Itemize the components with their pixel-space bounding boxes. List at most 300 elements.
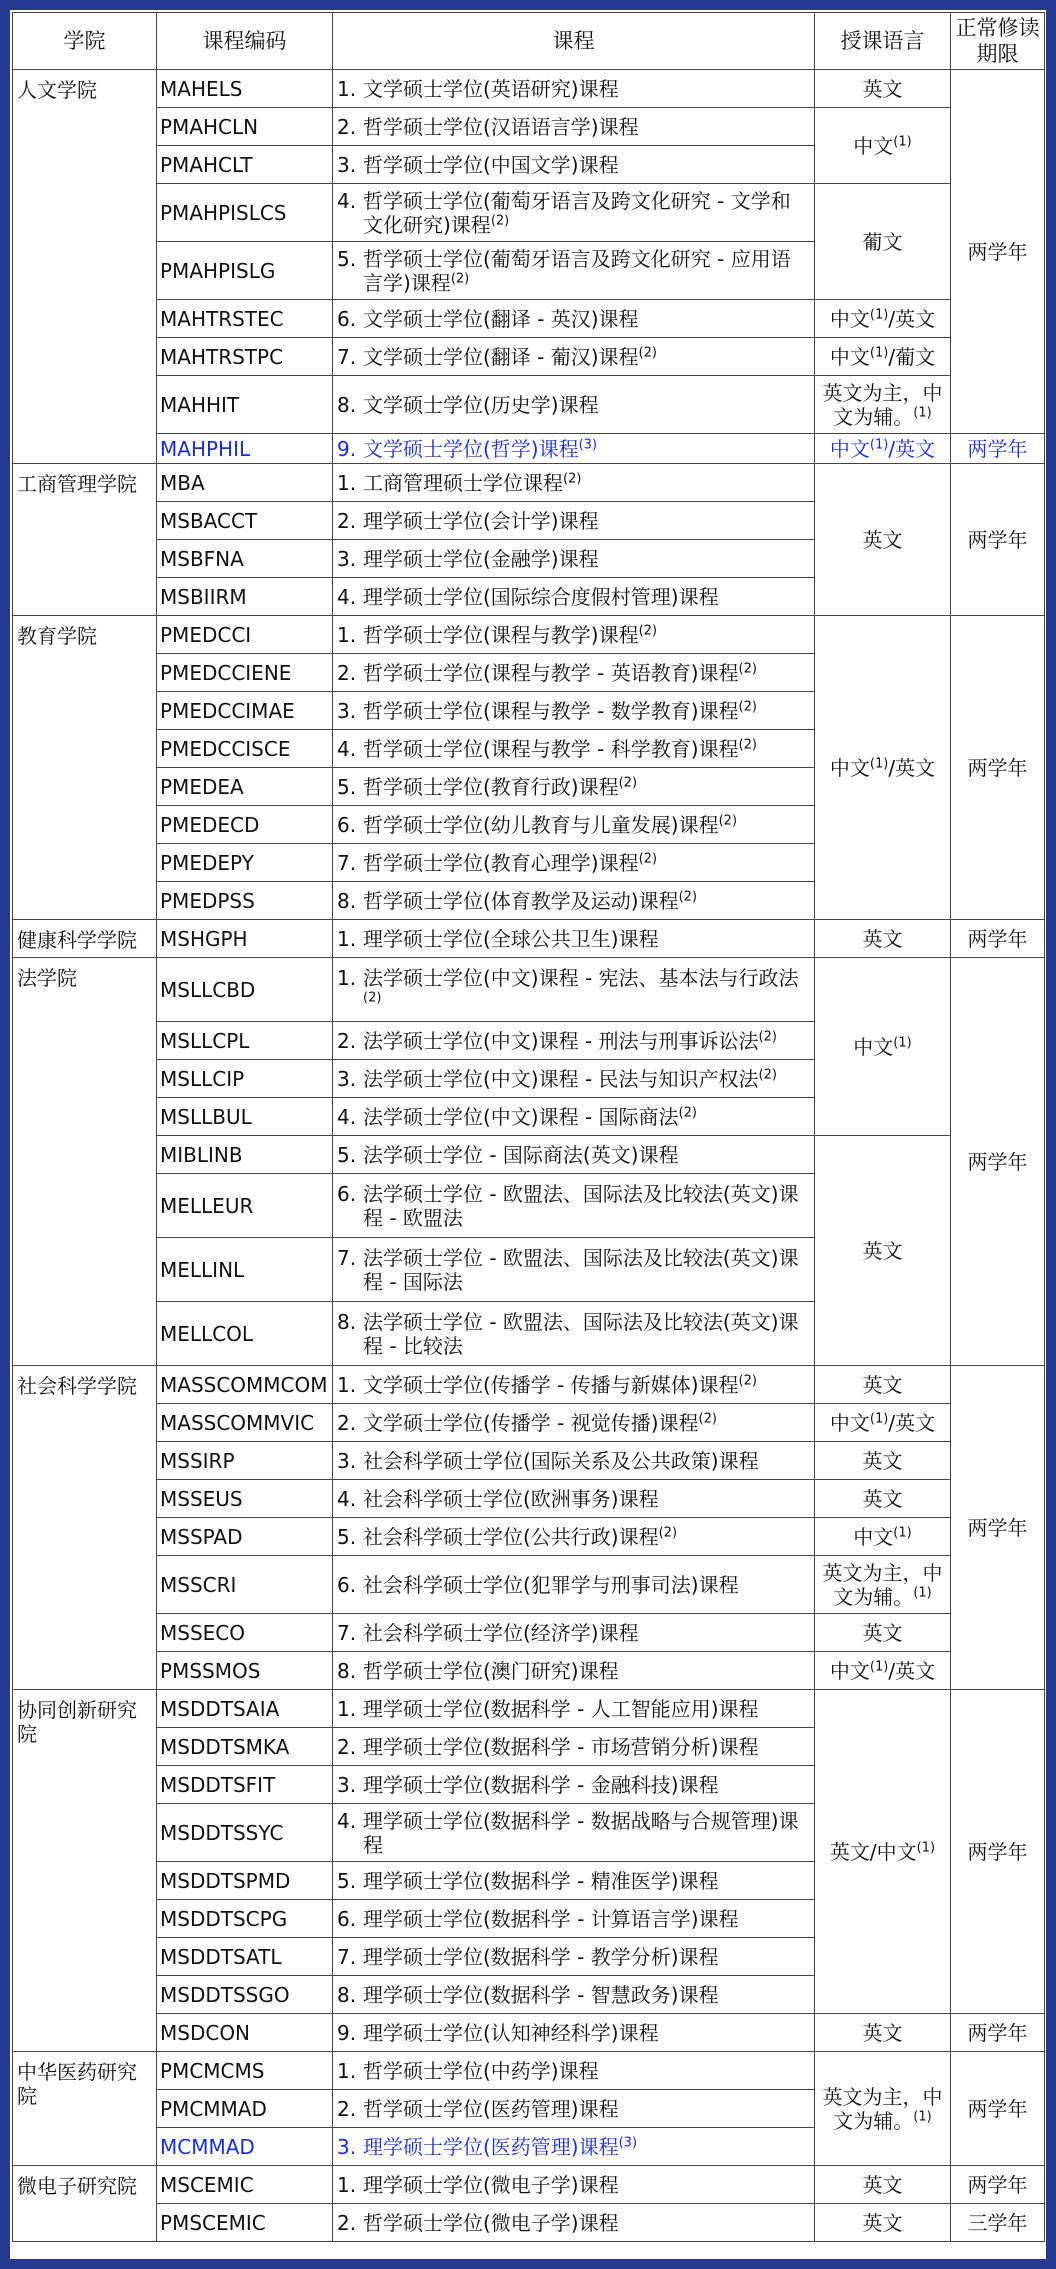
course-entry bbox=[337, 1809, 810, 1857]
table-row bbox=[13, 1442, 1045, 1480]
course-title-wrap bbox=[363, 1143, 810, 1167]
language-text: 英文 bbox=[862, 527, 903, 552]
course-name-cell bbox=[333, 1652, 815, 1690]
faculty-cell bbox=[13, 616, 157, 920]
course-footnote: (2) bbox=[638, 850, 658, 866]
course-number: 1. bbox=[337, 2058, 357, 2083]
course-title-wrap bbox=[363, 927, 810, 951]
course-title: 哲学硕士学位(幼儿教育与儿童发展)课程 bbox=[363, 812, 719, 837]
course-number: 7. bbox=[337, 1944, 357, 1969]
course-footnote: (2) bbox=[563, 470, 582, 486]
course-entry bbox=[337, 1983, 810, 2007]
language-cell bbox=[815, 70, 951, 108]
course-entry bbox=[337, 1105, 810, 1129]
course-code-cell bbox=[157, 1652, 333, 1690]
table-body bbox=[13, 70, 1045, 2242]
course-entry bbox=[337, 699, 810, 723]
duration-cell bbox=[951, 2014, 1045, 2052]
course-code: PMEDCCIMAE bbox=[160, 698, 295, 723]
programme-table bbox=[12, 12, 1045, 2242]
language-footnote: (1) bbox=[869, 344, 889, 360]
course-entry bbox=[337, 2059, 810, 2083]
course-code: MSDDTSCPG bbox=[160, 1906, 288, 1931]
course-code: MSDDTSAIA bbox=[160, 1696, 280, 1721]
language-cell bbox=[815, 1652, 951, 1690]
course-code: MBA bbox=[160, 470, 205, 495]
course-number: 8. bbox=[337, 1982, 357, 2007]
course-title: 理学硕士学位(数据科学 - 金融科技)课程 bbox=[363, 1772, 719, 1797]
course-title: 法学硕士学位(中文)课程 - 民法与知识产权法 bbox=[363, 1066, 759, 1091]
course-name-cell bbox=[333, 958, 815, 1022]
duration-text: 两学年 bbox=[967, 755, 1028, 780]
course-code-cell bbox=[157, 2166, 333, 2204]
duration-text: 两学年 bbox=[967, 1515, 1028, 1540]
course-code: PMEDPSS bbox=[160, 888, 255, 913]
table-row bbox=[13, 1404, 1045, 1442]
course-title-wrap bbox=[363, 1310, 810, 1358]
language-text: 英文为主，中文为辅。 bbox=[822, 1560, 943, 1609]
course-entry bbox=[337, 1945, 810, 1969]
course-title: 理学硕士学位(会计学)课程 bbox=[363, 508, 599, 533]
course-name-cell bbox=[333, 1690, 815, 1728]
course-code-cell bbox=[157, 806, 333, 844]
course-name-cell bbox=[333, 1366, 815, 1404]
course-title-wrap bbox=[363, 437, 810, 461]
course-title-wrap bbox=[363, 1809, 810, 1857]
course-code: MAHHIT bbox=[160, 392, 240, 417]
language-secondary: /英文 bbox=[888, 1658, 936, 1683]
course-title: 法学硕士学位(中文)课程 - 国际商法 bbox=[363, 1104, 679, 1129]
course-code: MCMMAD bbox=[160, 2134, 255, 2159]
course-name-cell bbox=[333, 146, 815, 184]
course-code: MASSCOMMVIC bbox=[160, 1410, 315, 1435]
language-text: 中文 bbox=[853, 133, 894, 158]
course-title-wrap bbox=[363, 2021, 810, 2045]
course-footnote: (2) bbox=[738, 698, 757, 714]
course-code-cell bbox=[157, 2052, 333, 2090]
course-number: 5. bbox=[337, 1142, 357, 1167]
course-code-cell bbox=[157, 1480, 333, 1518]
table-row bbox=[13, 300, 1045, 338]
language-text: 中文 bbox=[829, 1658, 870, 1683]
course-title: 理学硕士学位(数据科学 - 教学分析)课程 bbox=[363, 1944, 719, 1969]
course-code: MSBACCT bbox=[160, 508, 258, 533]
duration-text: 两学年 bbox=[967, 239, 1028, 264]
course-code-cell bbox=[157, 1766, 333, 1804]
language-footnote: (1) bbox=[869, 436, 889, 452]
course-code: MSBIIRM bbox=[160, 584, 247, 609]
course-name-cell bbox=[333, 1900, 815, 1938]
language-text: 英文 bbox=[862, 2210, 903, 2235]
table-row bbox=[13, 1556, 1045, 1614]
course-entry bbox=[337, 1310, 810, 1358]
course-number: 1. bbox=[337, 965, 357, 990]
course-number: 2. bbox=[337, 114, 357, 139]
course-entry bbox=[337, 966, 810, 1014]
duration-text: 两学年 bbox=[967, 926, 1028, 951]
language-text: 英文 bbox=[862, 1372, 903, 1397]
course-code: MSHGPH bbox=[160, 926, 248, 951]
course-name-cell bbox=[333, 1136, 815, 1174]
course-name-cell bbox=[333, 882, 815, 920]
course-code-cell bbox=[157, 146, 333, 184]
faculty-cell bbox=[13, 958, 157, 1366]
language-text: 英文 bbox=[862, 1448, 903, 1473]
course-code-cell bbox=[157, 1098, 333, 1136]
language-text: 英文 bbox=[862, 2020, 903, 2045]
course-code: MSLLBUL bbox=[160, 1104, 252, 1129]
course-title-wrap bbox=[363, 775, 810, 799]
faculty-cell bbox=[13, 70, 157, 464]
course-name-cell bbox=[333, 768, 815, 806]
course-title: 社会科学硕士学位(公共行政)课程 bbox=[363, 1524, 659, 1549]
course-footnote: (2) bbox=[450, 270, 470, 286]
duration-cell bbox=[951, 2166, 1045, 2204]
course-number: 1. bbox=[337, 470, 357, 495]
course-entry bbox=[337, 2211, 810, 2235]
course-title-wrap bbox=[363, 585, 810, 609]
course-code-cell bbox=[157, 1060, 333, 1098]
course-title-wrap bbox=[363, 393, 810, 417]
course-title-wrap bbox=[363, 345, 810, 369]
duration-cell bbox=[951, 434, 1045, 464]
language-cell bbox=[815, 2204, 951, 2242]
course-code: MSDDTSATL bbox=[160, 1944, 282, 1969]
duration-text: 三学年 bbox=[967, 2210, 1028, 2235]
course-code-cell bbox=[157, 1938, 333, 1976]
course-title-wrap bbox=[363, 1182, 810, 1230]
course-name-cell bbox=[333, 1862, 815, 1900]
table-row bbox=[13, 2204, 1045, 2242]
language-text: 英文 bbox=[862, 2172, 903, 2197]
course-title-wrap bbox=[363, 471, 810, 495]
language-cell bbox=[815, 376, 951, 434]
course-code: PMEDCCI bbox=[160, 622, 252, 647]
course-code-cell bbox=[157, 502, 333, 540]
course-code: MSDCON bbox=[160, 2020, 251, 2045]
language-footnote: (1) bbox=[913, 2108, 932, 2124]
course-code: MELLCOL bbox=[160, 1321, 254, 1346]
course-title: 理学硕士学位(数据科学 - 智慧政务)课程 bbox=[363, 1982, 719, 2007]
table-row bbox=[13, 464, 1045, 502]
course-title: 理学硕士学位(微电子学)课程 bbox=[363, 2172, 619, 2197]
course-footnote: (2) bbox=[758, 1028, 777, 1044]
course-title-wrap bbox=[363, 547, 810, 571]
course-code: MSLLCBD bbox=[160, 977, 256, 1002]
duration-cell bbox=[951, 1690, 1045, 2014]
course-title: 理学硕士学位(全球公共卫生)课程 bbox=[363, 926, 659, 951]
course-number: 6. bbox=[337, 1181, 357, 1206]
language-cell bbox=[815, 300, 951, 338]
language-cell bbox=[815, 1136, 951, 1366]
course-name-cell bbox=[333, 616, 815, 654]
course-number: 1. bbox=[337, 622, 357, 647]
course-title: 哲学硕士学位(葡萄牙语言及跨文化研究 - 文学和文化研究)课程 bbox=[363, 188, 791, 237]
faculty-name: 中华医药研究院 bbox=[17, 2060, 137, 2108]
faculty-cell bbox=[13, 1366, 157, 1690]
course-title: 社会科学硕士学位(国际关系及公共政策)课程 bbox=[363, 1448, 759, 1473]
course-name-cell bbox=[333, 300, 815, 338]
course-entry bbox=[337, 2021, 810, 2045]
language-cell bbox=[815, 434, 951, 464]
course-code: MASSCOMMCOM bbox=[160, 1372, 328, 1397]
language-footnote: (1) bbox=[913, 1584, 932, 1600]
course-name-cell bbox=[333, 2166, 815, 2204]
course-entry bbox=[337, 585, 810, 609]
faculty-cell bbox=[13, 2166, 157, 2242]
duration-cell bbox=[951, 920, 1045, 958]
language-footnote: (1) bbox=[893, 1034, 912, 1050]
course-code: MELLINL bbox=[160, 1257, 245, 1282]
course-number: 7. bbox=[337, 1245, 357, 1270]
language-cell bbox=[815, 464, 951, 616]
course-entry bbox=[337, 737, 810, 761]
course-code-cell bbox=[157, 1804, 333, 1862]
course-title: 文学硕士学位(历史学)课程 bbox=[363, 392, 599, 417]
duration-cell bbox=[951, 958, 1045, 1366]
course-number: 5. bbox=[337, 246, 357, 271]
duration-cell bbox=[951, 464, 1045, 616]
language-cell bbox=[815, 184, 951, 300]
course-entry bbox=[337, 2173, 810, 2197]
course-entry bbox=[337, 393, 810, 417]
course-title: 社会科学硕士学位(经济学)课程 bbox=[363, 1620, 639, 1645]
course-code-cell bbox=[157, 1976, 333, 2014]
course-title-wrap bbox=[363, 737, 810, 761]
language-footnote: (1) bbox=[869, 306, 889, 322]
language-cell bbox=[815, 920, 951, 958]
course-name-cell bbox=[333, 1614, 815, 1652]
language-secondary: /英文 bbox=[888, 1410, 936, 1435]
course-number: 4. bbox=[337, 736, 357, 761]
course-entry bbox=[337, 1869, 810, 1893]
course-name-cell bbox=[333, 242, 815, 300]
course-name-cell bbox=[333, 2204, 815, 2242]
course-name-cell bbox=[333, 654, 815, 692]
course-number: 3. bbox=[337, 1448, 357, 1473]
course-code-cell bbox=[157, 920, 333, 958]
course-title: 法学硕士学位(中文)课程 - 宪法、基本法与行政法 bbox=[363, 965, 799, 990]
table-row bbox=[13, 1480, 1045, 1518]
course-number: 8. bbox=[337, 392, 357, 417]
duration-text: 两学年 bbox=[967, 2020, 1028, 2045]
course-title-wrap bbox=[363, 1373, 810, 1397]
course-code-cell bbox=[157, 730, 333, 768]
table-row bbox=[13, 338, 1045, 376]
language-cell bbox=[815, 2052, 951, 2166]
course-code-cell bbox=[157, 1136, 333, 1174]
course-code-cell bbox=[157, 654, 333, 692]
course-title-wrap bbox=[363, 115, 810, 139]
course-title-wrap bbox=[363, 2059, 810, 2083]
course-footnote: (2) bbox=[738, 1372, 757, 1388]
course-title: 文学硕士学位(传播学 - 传播与新媒体)课程 bbox=[363, 1372, 739, 1397]
course-title-wrap bbox=[363, 1525, 810, 1549]
course-entry bbox=[337, 247, 810, 295]
course-code: MSDDTSSYC bbox=[160, 1820, 284, 1845]
course-code: MSDDTSFIT bbox=[160, 1772, 276, 1797]
course-title-wrap bbox=[363, 307, 810, 331]
course-number: 8. bbox=[337, 1658, 357, 1683]
course-title: 法学硕士学位 - 国际商法(英文)课程 bbox=[363, 1142, 679, 1167]
course-title: 理学硕士学位(数据科学 - 计算语言学)课程 bbox=[363, 1906, 739, 1931]
course-footnote: (2) bbox=[718, 812, 738, 828]
course-code: MSSECO bbox=[160, 1620, 245, 1645]
course-title: 哲学硕士学位(中药学)课程 bbox=[363, 2058, 599, 2083]
course-number: 6. bbox=[337, 812, 357, 837]
language-cell bbox=[815, 1442, 951, 1480]
course-entry bbox=[337, 2135, 810, 2159]
course-number: 1. bbox=[337, 1696, 357, 1721]
faculty-name: 协同创新研究院 bbox=[17, 1698, 137, 1746]
language-cell bbox=[815, 616, 951, 920]
course-code: MSBFNA bbox=[160, 546, 244, 571]
course-entry bbox=[337, 1773, 810, 1797]
language-text: 中文 bbox=[829, 755, 870, 780]
faculty-cell bbox=[13, 2052, 157, 2166]
course-title: 理学硕士学位(金融学)课程 bbox=[363, 546, 599, 571]
course-title: 法学硕士学位 - 欧盟法、国际法及比较法(英文)课程 - 国际法 bbox=[363, 1245, 799, 1294]
language-text: 英文/中文 bbox=[829, 1839, 917, 1864]
language-cell bbox=[815, 1518, 951, 1556]
course-entry bbox=[337, 661, 810, 685]
duration-text: 两学年 bbox=[967, 1839, 1028, 1864]
table-row bbox=[13, 2166, 1045, 2204]
language-cell bbox=[815, 1614, 951, 1652]
course-name-cell bbox=[333, 434, 815, 464]
course-number: 7. bbox=[337, 850, 357, 875]
language-cell bbox=[815, 1556, 951, 1614]
language-cell bbox=[815, 958, 951, 1136]
course-title-wrap bbox=[363, 1487, 810, 1511]
language-footnote: (1) bbox=[916, 1839, 936, 1855]
course-entry bbox=[337, 1621, 810, 1645]
course-number: 2. bbox=[337, 1734, 357, 1759]
course-number: 9. bbox=[337, 436, 357, 461]
course-name-cell bbox=[333, 1302, 815, 1366]
course-code: PMCMCMS bbox=[160, 2058, 265, 2083]
course-number: 3. bbox=[337, 546, 357, 571]
table-row bbox=[13, 920, 1045, 958]
course-title-wrap bbox=[363, 153, 810, 177]
language-cell bbox=[815, 108, 951, 184]
course-code-cell bbox=[157, 108, 333, 146]
course-footnote: (2) bbox=[658, 1524, 678, 1540]
course-entry bbox=[337, 1659, 810, 1683]
course-number: 3. bbox=[337, 698, 357, 723]
course-entry bbox=[337, 851, 810, 875]
course-title-wrap bbox=[363, 2097, 810, 2121]
course-title: 法学硕士学位 - 欧盟法、国际法及比较法(英文)课程 - 比较法 bbox=[363, 1309, 799, 1358]
course-number: 6. bbox=[337, 1906, 357, 1931]
course-title: 文学硕士学位(英语研究)课程 bbox=[363, 76, 619, 101]
faculty-cell bbox=[13, 1690, 157, 2052]
duration-text: 两学年 bbox=[967, 436, 1028, 461]
duration-cell bbox=[951, 2052, 1045, 2166]
language-cell bbox=[815, 2166, 951, 2204]
table-row bbox=[13, 184, 1045, 242]
course-code-cell bbox=[157, 1442, 333, 1480]
course-name-cell bbox=[333, 1518, 815, 1556]
course-name-cell bbox=[333, 2128, 815, 2166]
course-title-wrap bbox=[363, 1449, 810, 1473]
course-name-cell bbox=[333, 1238, 815, 1302]
course-entry bbox=[337, 1735, 810, 1759]
course-number: 2. bbox=[337, 1410, 357, 1435]
course-code-cell bbox=[157, 1518, 333, 1556]
course-name-cell bbox=[333, 1938, 815, 1976]
course-title-wrap bbox=[363, 661, 810, 685]
language-text: 中文 bbox=[853, 1034, 894, 1059]
course-name-cell bbox=[333, 2052, 815, 2090]
table-row bbox=[13, 2052, 1045, 2090]
course-title-wrap bbox=[363, 1246, 810, 1294]
language-footnote: (1) bbox=[869, 755, 889, 771]
course-code-cell bbox=[157, 338, 333, 376]
course-title-wrap bbox=[363, 1659, 810, 1683]
course-footnote: (2) bbox=[618, 774, 638, 790]
course-title: 理学硕士学位(数据科学 - 人工智能应用)课程 bbox=[363, 1696, 759, 1721]
course-code: MSLLCPL bbox=[160, 1028, 250, 1053]
course-code: PMSSMOS bbox=[160, 1658, 261, 1683]
course-name-cell bbox=[333, 1442, 815, 1480]
course-number: 3. bbox=[337, 1772, 357, 1797]
course-code: MSSCRI bbox=[160, 1572, 237, 1597]
course-title: 文学硕士学位(翻译 - 英汉)课程 bbox=[363, 306, 639, 331]
course-title: 哲学硕士学位(葡萄牙语言及跨文化研究 - 应用语言学)课程 bbox=[363, 246, 791, 295]
language-footnote: (1) bbox=[913, 404, 932, 420]
table-row bbox=[13, 434, 1045, 464]
course-title: 理学硕士学位(数据科学 - 精准医学)课程 bbox=[363, 1868, 719, 1893]
course-code-cell bbox=[157, 1404, 333, 1442]
course-code: PMAHPISLCS bbox=[160, 200, 287, 225]
table-row bbox=[13, 108, 1045, 146]
course-code: PMEDCCISCE bbox=[160, 736, 291, 761]
course-entry bbox=[337, 189, 810, 237]
course-entry bbox=[337, 1029, 810, 1053]
course-entry bbox=[337, 1373, 810, 1397]
course-name-cell bbox=[333, 376, 815, 434]
table-row bbox=[13, 616, 1045, 654]
course-code-cell bbox=[157, 540, 333, 578]
course-title: 哲学硕士学位(中国文学)课程 bbox=[363, 152, 619, 177]
course-footnote: (2) bbox=[678, 1104, 697, 1120]
course-number: 6. bbox=[337, 306, 357, 331]
course-code: PMEDECD bbox=[160, 812, 260, 837]
course-name-cell bbox=[333, 1404, 815, 1442]
duration-text: 两学年 bbox=[967, 1149, 1028, 1174]
course-code-cell bbox=[157, 70, 333, 108]
header-language: 授课语言 bbox=[815, 13, 951, 70]
faculty-name: 法学院 bbox=[17, 966, 77, 990]
faculty-cell bbox=[13, 464, 157, 616]
course-title-wrap bbox=[363, 1621, 810, 1645]
course-number: 5. bbox=[337, 1868, 357, 1893]
course-number: 3. bbox=[337, 152, 357, 177]
course-entry bbox=[337, 547, 810, 571]
language-footnote: (1) bbox=[869, 1410, 889, 1426]
table-row bbox=[13, 1614, 1045, 1652]
course-title-wrap bbox=[363, 2211, 810, 2235]
language-text: 英文 bbox=[862, 1238, 903, 1263]
course-title-wrap bbox=[363, 813, 810, 837]
course-name-cell bbox=[333, 1022, 815, 1060]
course-footnote: (2) bbox=[638, 344, 657, 360]
course-number: 1. bbox=[337, 2172, 357, 2197]
course-title-wrap bbox=[363, 2135, 810, 2159]
course-title: 法学硕士学位 - 欧盟法、国际法及比较法(英文)课程 - 欧盟法 bbox=[363, 1181, 799, 1230]
language-text: 英文 bbox=[862, 926, 903, 951]
